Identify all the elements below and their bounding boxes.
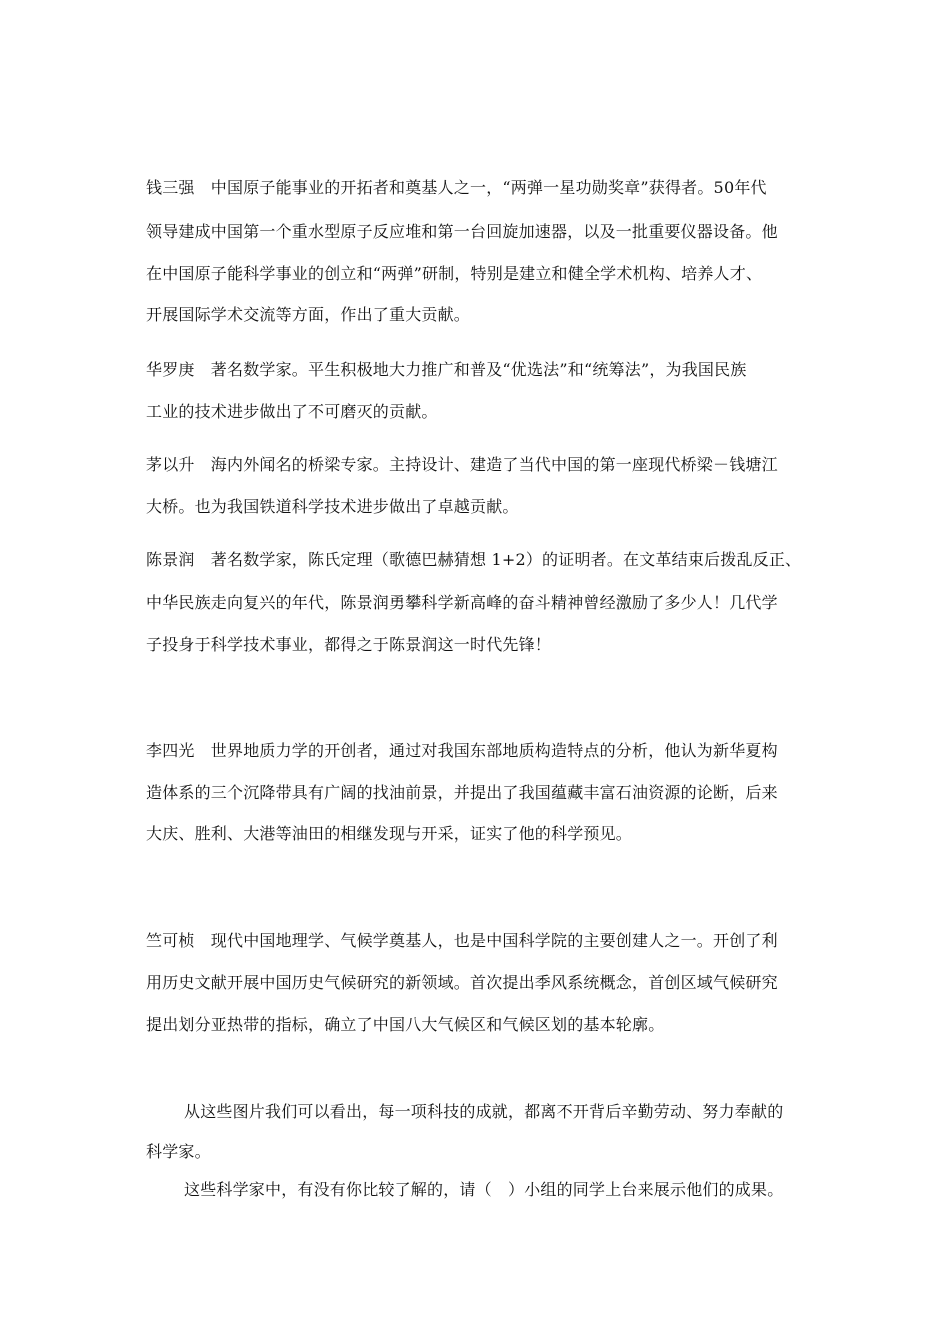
entry-qian-sanqiang-line-4: 开展国际学术交流等方面，作出了重大贡献。 [146, 305, 471, 324]
entry-qian-sanqiang-line-1: 钱三强 中国原子能事业的开拓者和奠基人之一，“两弹一星功勋奖章”获得者。50年代 [146, 178, 767, 197]
entry-zhu-kezhen-line-3: 提出划分亚热带的指标，确立了中国八大气候区和气候区划的基本轮廓。 [146, 1015, 665, 1034]
entry-qian-sanqiang-line-3: 在中国原子能科学事业的创立和“两弹”研制，特别是建立和健全学术机构、培养人才、 [146, 264, 763, 283]
entry-li-siguang-line-3: 大庆、胜利、大港等油田的相继发现与开采，证实了他的科学预见。 [146, 824, 633, 843]
conclusion-line-1: 从这些图片我们可以看出，每一项科技的成就，都离不开背后辛勤劳动、努力奉献的 [184, 1102, 784, 1121]
entry-zhu-kezhen-line-2: 用历史文献开展中国历史气候研究的新领域。首次提出季风系统概念，首创区域气候研究 [146, 973, 778, 992]
entry-mao-yisheng-line-1: 茅以升 海内外闻名的桥梁专家。主持设计、建造了当代中国的第一座现代桥梁－钱塘江 [146, 455, 778, 474]
entry-chen-jingrun-line-3: 子投身于科学技术事业，都得之于陈景润这一时代先锋！ [146, 635, 552, 654]
entry-mao-yisheng-line-2: 大桥。也为我国铁道科学技术进步做出了卓越贡献。 [146, 497, 519, 516]
entry-chen-jingrun-line-1: 陈景润 著名数学家，陈氏定理（歌德巴赫猜想 1+2）的证明者。在文革结束后拨乱反正、 [146, 550, 802, 569]
entry-hua-luogeng-line-2: 工业的技术进步做出了不可磨灭的贡献。 [146, 402, 438, 421]
entry-qian-sanqiang-line-2: 领导建成中国第一个重水型原子反应堆和第一台回旋加速器，以及一批重要仪器设备。他 [146, 222, 778, 241]
entry-chen-jingrun-line-2: 中华民族走向复兴的年代，陈景润勇攀科学新高峰的奋斗精神曾经激励了多少人！几代学 [146, 593, 778, 612]
entry-zhu-kezhen-line-1: 竺可桢 现代中国地理学、气候学奠基人，也是中国科学院的主要创建人之一。开创了利 [146, 931, 778, 950]
entry-li-siguang-line-1: 李四光 世界地质力学的开创者，通过对我国东部地质构造特点的分析，他认为新华夏构 [146, 741, 778, 760]
entry-hua-luogeng-line-1: 华罗庚 著名数学家。平生积极地大力推广和普及“优选法”和“统筹法”，为我国民族 [146, 360, 747, 379]
prompt-line-1: 这些科学家中，有没有你比较了解的，请（ ）小组的同学上台来展示他们的成果。 [184, 1180, 784, 1199]
conclusion-line-2: 科学家。 [146, 1142, 211, 1161]
entry-li-siguang-line-2: 造体系的三个沉降带具有广阔的找油前景，并提出了我国蕴藏丰富石油资源的论断，后来 [146, 783, 778, 802]
